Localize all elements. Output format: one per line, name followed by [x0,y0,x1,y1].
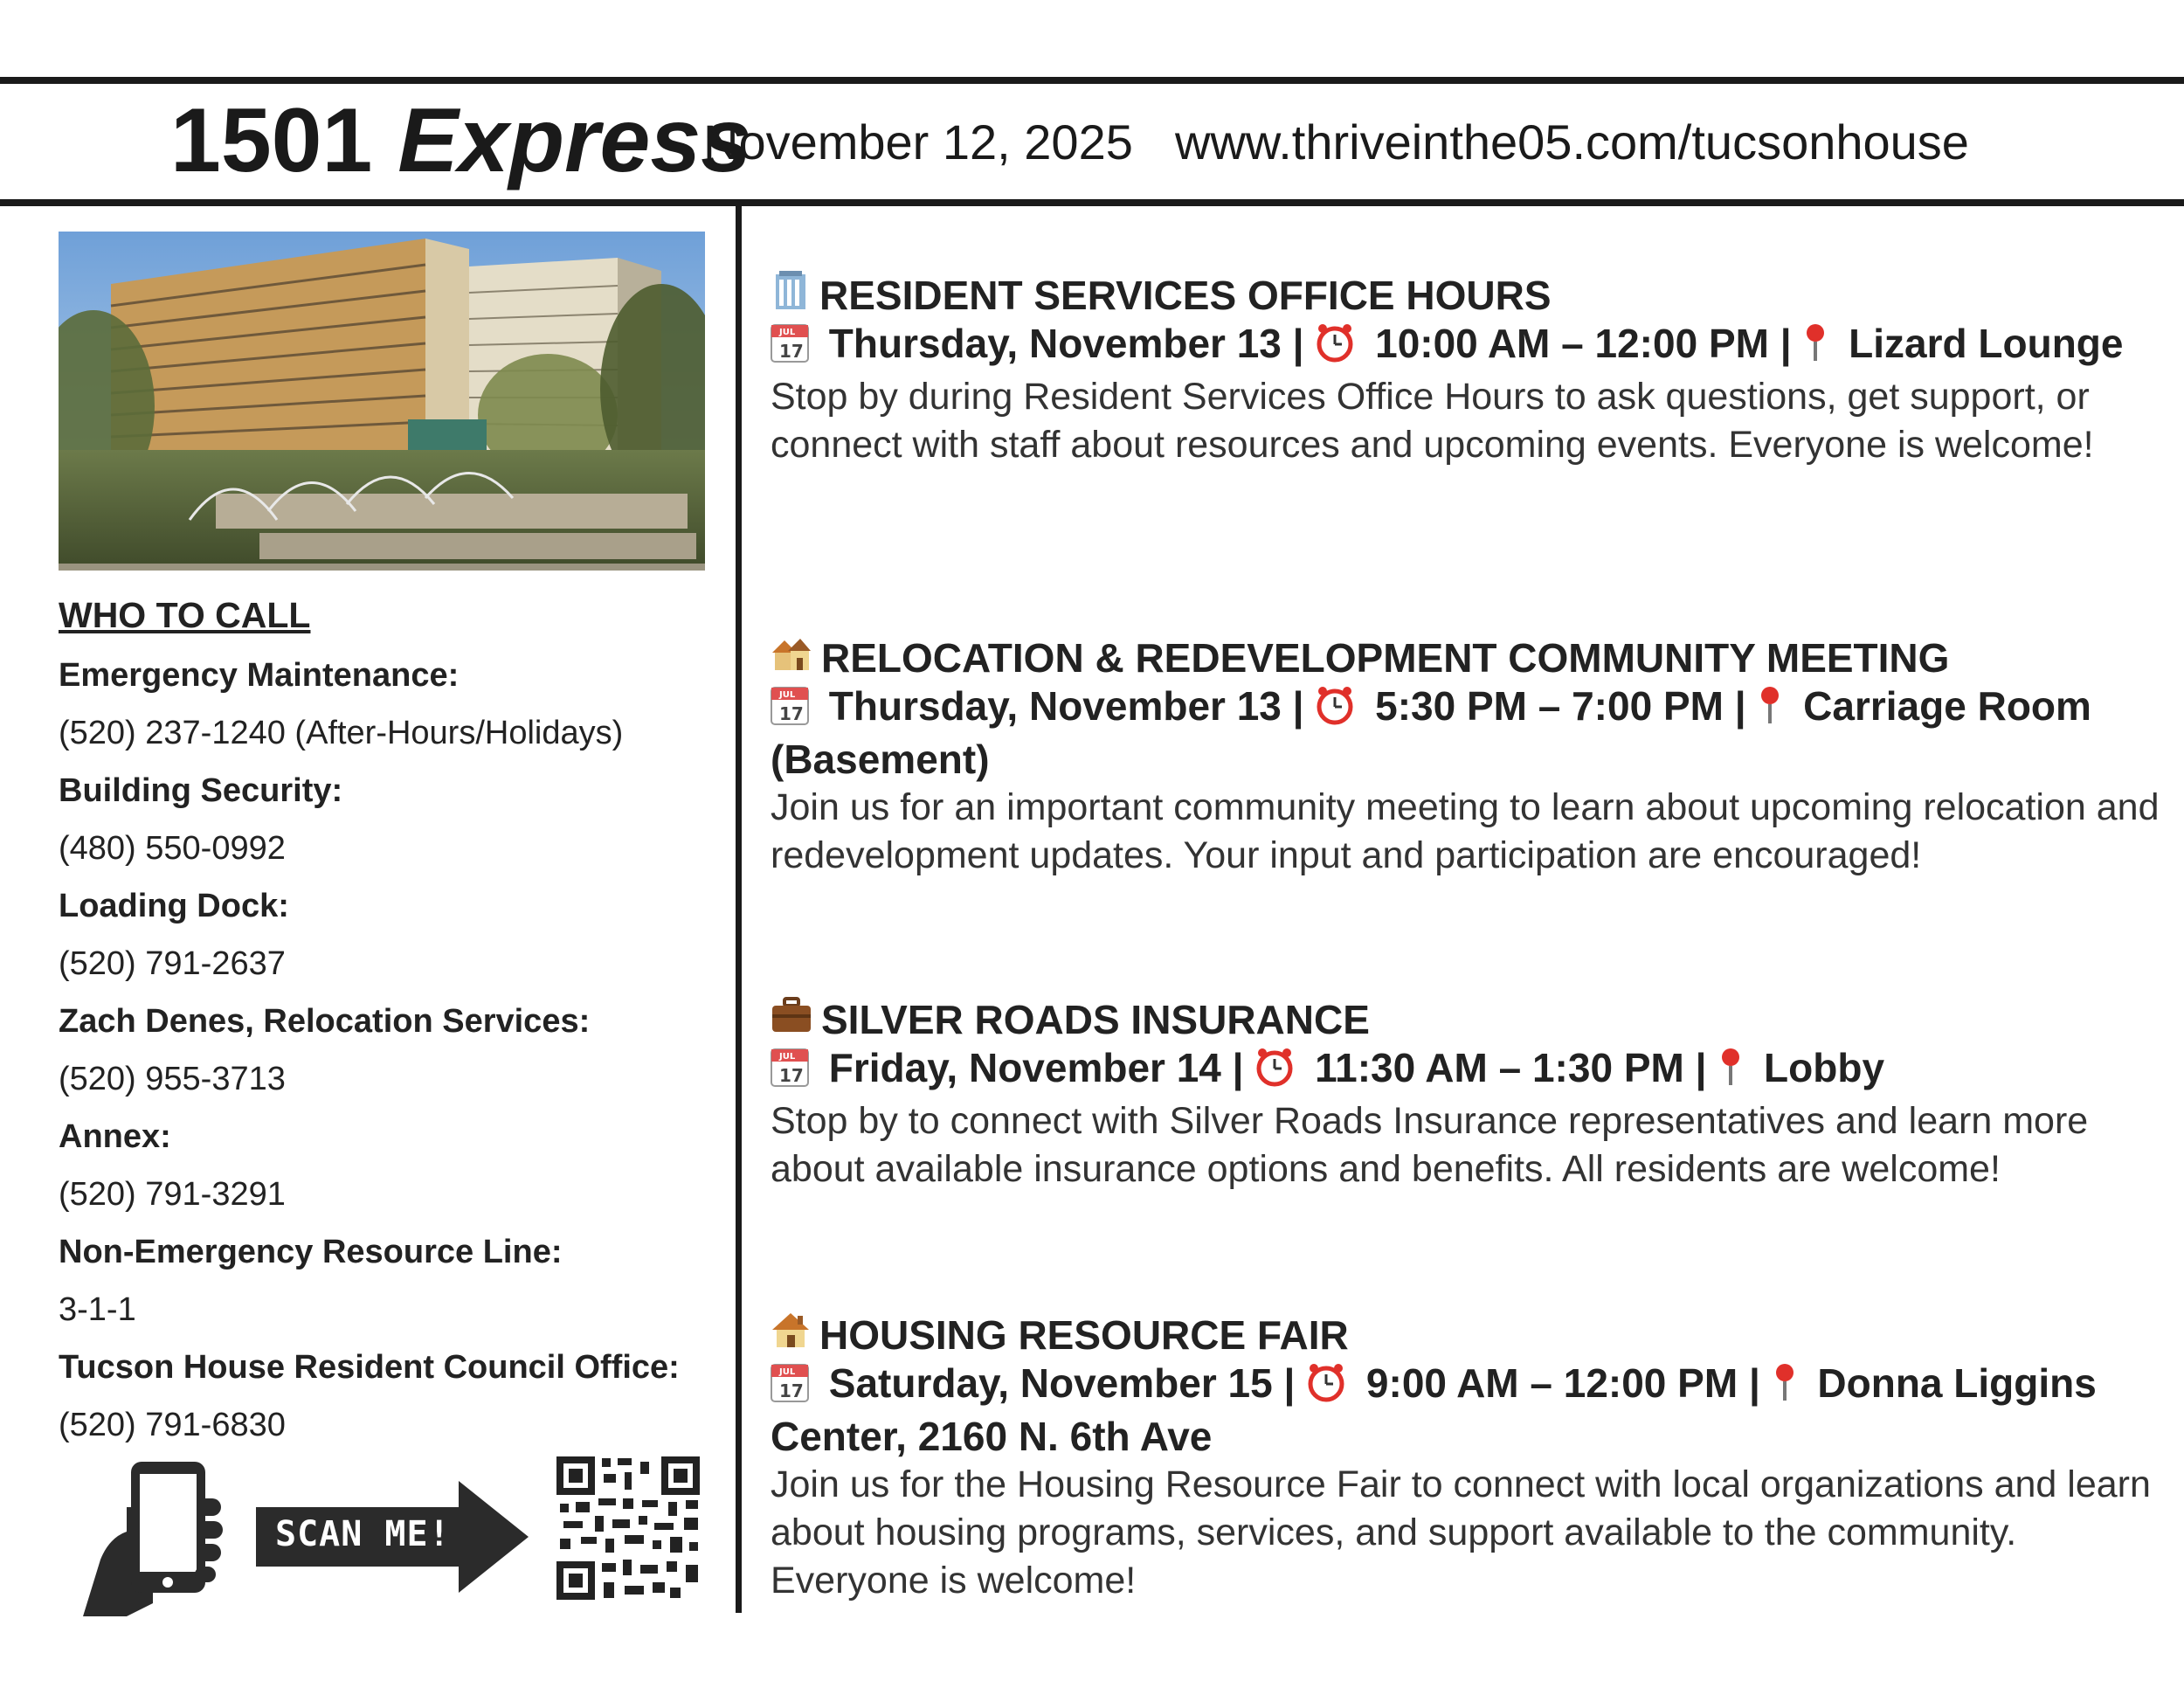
alarm-clock-icon [1306,1362,1346,1413]
event-meta [771,1359,2160,1461]
separator: | [1292,683,1304,729]
event-day: Saturday, November 15 [828,1360,1273,1406]
contact-label: Building Security: [59,772,343,809]
separator: | [1292,321,1304,366]
event-title [771,633,2160,682]
event-location: Donna Liggins Center, 2160 N. 6th Ave [771,1360,2097,1459]
event-day: Thursday, November 13 [828,683,1282,729]
newsletter-title [170,90,751,191]
building-photo [59,232,705,571]
contact-phone[interactable]: (480) 550-0992 [59,830,286,867]
event-description: Join us for the Housing Resource Fair to connect with local organizations and learn about housing programs, services, and support available to the community. Everyone is welcome! [771,1463,2151,1602]
contact-label: Loading Dock: [59,888,289,924]
event-card [771,996,2160,1193]
event-day: Thursday, November 13 [828,321,1282,366]
event-time: 5:30 PM – 7:00 PM [1375,683,1724,729]
contact-phone[interactable]: (520) 791-3291 [59,1176,286,1213]
event-meta [771,682,2160,784]
title-word: Express [397,90,751,191]
location-pin-icon [1802,322,1828,373]
contact-phone[interactable]: (520) 237-1240 (After-Hours/Holidays) [59,715,624,751]
event-title [771,271,2160,320]
contacts-heading: WHO TO CALL [59,595,311,635]
header-bottom-rule [0,199,2184,206]
event-card [771,271,2160,469]
separator: | [1283,1360,1296,1406]
event-card [771,633,2160,880]
event-meta [771,320,2160,373]
event-description: Join us for an important community meeting to learn about upcoming relocation and redevelopment updates. Your input and participation are encouraged! [771,786,2160,876]
svg-text:JUL: JUL [779,690,796,700]
svg-text:17: 17 [779,703,804,724]
location-pin-icon [1717,1047,1744,1097]
contact-label: Zach Denes, Relocation Services: [59,1003,591,1040]
contact-phone[interactable]: (520) 791-2637 [59,945,286,982]
masthead [0,86,2184,197]
houses-icon [771,633,812,682]
event-location: Carriage Room (Basement) [771,683,2091,782]
event-time: 10:00 AM – 12:00 PM [1375,321,1769,366]
event-title [771,996,2160,1044]
event-title-text: RESIDENT SERVICES OFFICE HOURS [819,272,1552,318]
svg-text:17: 17 [779,341,804,362]
event-day: Friday, November 14 [828,1045,1221,1090]
event-description: Stop by to connect with Silver Roads Insurance representatives and learn more about available insurance options and benefits. All residents are welcome! [771,1100,2089,1190]
event-meta [771,1044,2160,1097]
contact-label: Non-Emergency Resource Line: [59,1234,563,1270]
website-link[interactable]: www.thriveinthe05.com/tucsonhouse [1175,114,1969,169]
event-title-text: HOUSING RESOURCE FAIR [819,1311,1349,1358]
contact-phone[interactable]: (520) 791-6830 [59,1407,286,1443]
alarm-clock-icon [1315,322,1355,373]
contact-label: Emergency Maintenance: [59,657,460,694]
event-title-text: SILVER ROADS INSURANCE [821,997,1370,1042]
alarm-clock-icon [1254,1047,1295,1097]
event-title-text: RELOCATION & REDEVELOPMENT COMMUNITY MEETING [821,634,1950,681]
scan-me-row [74,1455,703,1616]
event-card [771,1311,2160,1605]
event-title [771,1311,2160,1359]
calendar-icon [771,322,809,373]
separator: | [1695,1045,1707,1090]
alarm-clock-icon [1315,685,1355,736]
location-pin-icon [1772,1362,1798,1413]
location-pin-icon [1757,685,1783,736]
contact-phone[interactable]: (520) 955-3713 [59,1061,286,1097]
contact-phone[interactable]: 3-1-1 [59,1291,136,1328]
calendar-icon [771,1047,809,1097]
title-number: 1501 [170,90,373,191]
svg-text:17: 17 [779,1065,804,1086]
svg-text:JUL: JUL [779,1052,796,1062]
separator: | [1232,1045,1244,1090]
calendar-icon [771,1362,809,1413]
event-description: Stop by during Resident Services Office Hours to ask questions, get support, or connect with staff about resources and upcoming events. Everyone is welcome! [771,376,2094,466]
briefcase-icon [771,996,812,1044]
svg-text:JUL: JUL [779,328,796,337]
who-to-call [59,591,722,1454]
issue-date: November 12, 2025 [703,114,1133,169]
separator: | [1734,683,1746,729]
column-divider [736,206,742,1613]
event-location: Lizard Lounge [1849,321,2124,366]
svg-text:17: 17 [779,1380,804,1401]
house-icon [771,1311,811,1359]
event-location: Lobby [1764,1045,1885,1090]
office-building-icon [771,271,811,320]
event-time: 9:00 AM – 12:00 PM [1365,1360,1738,1406]
scan-me-label: SCAN ME! [275,1514,451,1554]
svg-text:JUL: JUL [779,1367,796,1377]
contact-label: Annex: [59,1118,171,1155]
sidebar [59,232,705,571]
event-time: 11:30 AM – 1:30 PM [1315,1045,1684,1090]
separator: | [1780,321,1792,366]
contact-label: Tucson House Resident Council Office: [59,1349,680,1386]
phone-in-hand-icon [83,1462,223,1616]
header-top-rule [0,77,2184,84]
qr-code-icon[interactable] [555,1455,702,1602]
calendar-icon [771,685,809,736]
separator: | [1748,1360,1760,1406]
